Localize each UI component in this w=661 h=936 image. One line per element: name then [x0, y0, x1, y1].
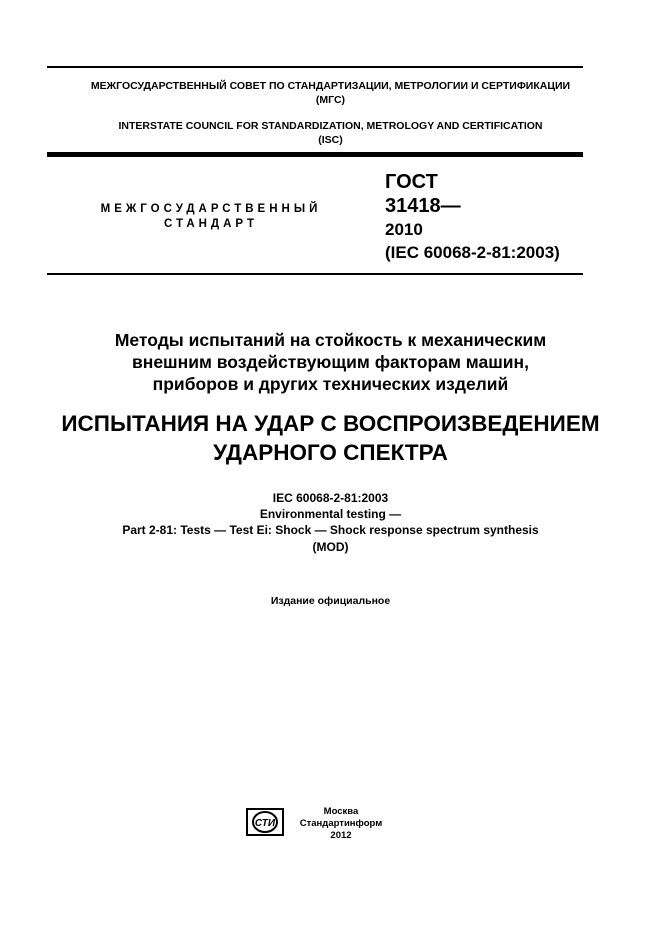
gost-iec-ref: (IEC 60068-2-81:2003) — [385, 243, 560, 262]
publisher-logo-icon — [246, 808, 284, 836]
iec-line2: Environmental testing — — [259, 507, 402, 521]
top-rule — [47, 66, 583, 68]
council-en-line2: (ISC) — [318, 134, 343, 146]
subtitle-line2: внешним воздействующим факторам машин, — [132, 352, 529, 372]
council-ru-line1: МЕЖГОСУДАРСТВЕННЫЙ СОВЕТ ПО СТАНДАРТИЗАЦИИ, МЕТРОЛОГИИ И СЕРТИФИКАЦИИ — [90, 80, 571, 92]
gost-number: 31418— — [385, 195, 461, 217]
standard-label-line1: МЕЖГОСУДАРСТВЕННЫЙ — [100, 203, 322, 215]
header-thick-rule — [47, 152, 583, 157]
publisher-year: 2012 — [330, 830, 352, 841]
edition-label: Издание официальное — [270, 595, 391, 607]
gost-year: 2010 — [385, 220, 423, 239]
council-ru-line2: (МГС) — [315, 94, 346, 106]
iec-line3: Part 2-81: Tests — Test Ei: Shock — Shock response spectrum synthesis — [122, 523, 539, 537]
gost-label: ГОСТ — [385, 171, 438, 193]
publisher-logo-text: СТИ — [254, 818, 276, 829]
subtitle-line1: Методы испытаний на стойкость к механическим — [114, 330, 547, 350]
publisher-name: Стандартинформ — [299, 818, 383, 829]
standard-label-line2: СТАНДАРТ — [164, 218, 258, 230]
council-en-line1: INTERSTATE COUNCIL FOR STANDARDIZATION, METROLOGY AND CERTIFICATION — [118, 120, 543, 132]
standard-rule — [47, 273, 583, 275]
iec-line1: IEC 60068-2-81:2003 — [272, 491, 389, 505]
title-line1: ИСПЫТАНИЯ НА УДАР С ВОСПРОИЗВЕДЕНИЕМ — [61, 411, 600, 436]
title-line2: УДАРНОГО СПЕКТРА — [213, 440, 448, 465]
subtitle-line3: приборов и других технических изделий — [152, 374, 509, 394]
iec-line4: (MOD) — [312, 540, 349, 554]
publisher-city: Москва — [323, 806, 359, 817]
